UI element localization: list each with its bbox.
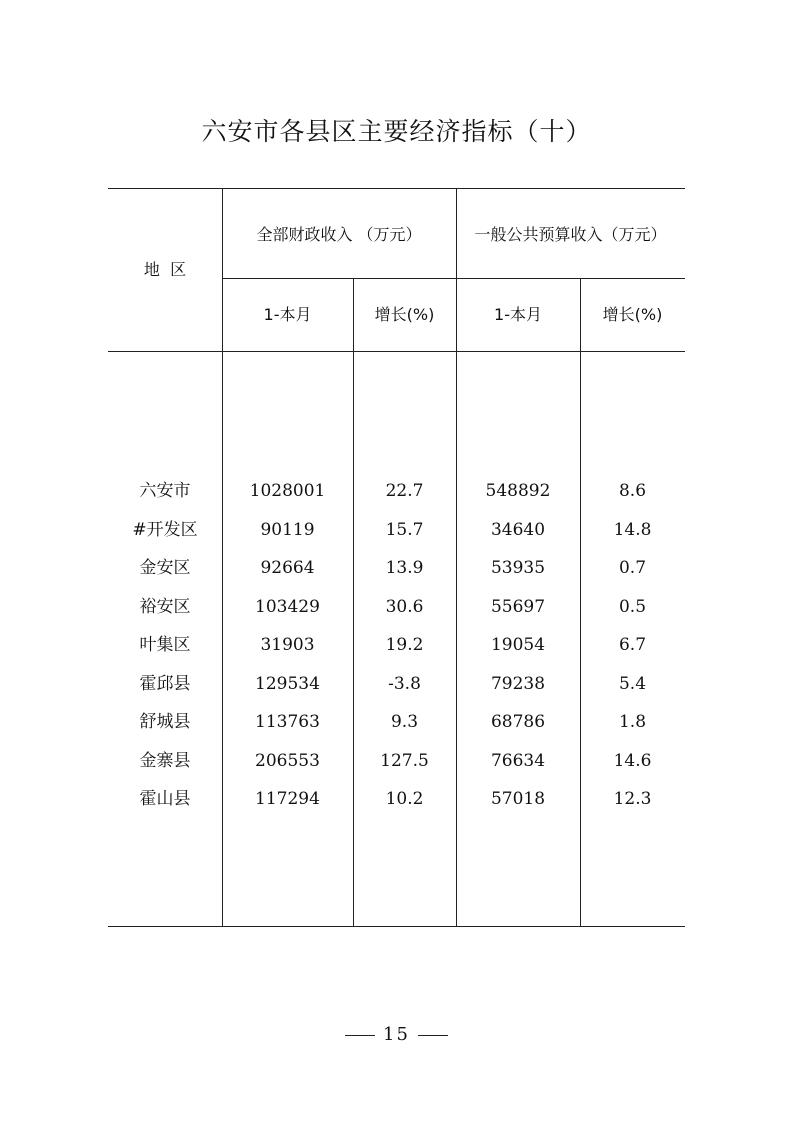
fiscal-growth-cell: 30.6 [385,596,424,617]
footer-dash [418,1035,448,1036]
header-month-1: 1-本月 [263,305,312,324]
general-growth-cell: 14.6 [613,750,652,771]
general-revenue-cell: 548892 [485,481,551,501]
fiscal-growth-cell: 127.5 [380,750,429,771]
general-growth-cell: 12.3 [613,789,652,809]
region-cell: 霍山县 [139,789,191,809]
fiscal-growth-cell: 13.9 [385,558,424,578]
header-growth-1: 增长(%) [374,305,435,324]
region-cell: 金寨县 [139,750,191,771]
fiscal-growth-cell: 9.3 [390,712,419,732]
fiscal-revenue-cell: 31903 [260,635,315,655]
page-footer [0,1024,793,1045]
header-total-fiscal-revenue: 全部财政收入 （万元） [256,225,422,244]
region-cell: 叶集区 [139,635,191,655]
general-revenue-cell: 57018 [490,789,546,809]
page-title: 六安市各县区主要经济指标（十） [201,117,592,146]
region-cell: #开发区 [132,519,198,540]
fiscal-revenue-cell: 113763 [255,712,320,732]
general-revenue-cell: 79238 [490,673,546,694]
region-cell: 裕安区 [139,596,191,617]
fiscal-growth-cell: 15.7 [385,519,424,540]
region-cell: 金安区 [139,558,191,578]
general-growth-cell: 0.5 [618,596,647,617]
general-revenue-cell: 53935 [490,558,546,578]
general-revenue-cell: 19054 [490,635,546,655]
footer-dash [345,1035,375,1036]
region-cell: 六安市 [139,481,191,501]
fiscal-revenue-cell: 92664 [260,558,315,578]
fiscal-revenue-cell: 206553 [255,750,320,771]
fiscal-growth-cell: 22.7 [385,481,424,501]
general-growth-cell: 0.7 [618,558,647,578]
general-growth-cell: 1.8 [618,712,647,732]
fiscal-growth-cell: -3.8 [388,673,421,694]
general-revenue-cell: 76634 [490,750,546,771]
fiscal-growth-cell: 10.2 [385,789,424,809]
fiscal-revenue-cell: 1028001 [249,481,326,501]
fiscal-revenue-cell: 103429 [255,596,320,617]
header-bottom-rule [108,351,685,352]
general-growth-cell: 8.6 [618,481,647,501]
general-growth-cell: 14.8 [613,519,652,540]
general-revenue-cell: 34640 [490,519,546,540]
fiscal-revenue-cell: 117294 [255,789,320,809]
general-growth-cell: 6.7 [618,635,647,655]
general-revenue-cell: 68786 [490,712,546,732]
header-region: 地 区 [143,260,187,279]
region-cell: 霍邱县 [139,673,191,694]
general-revenue-cell: 55697 [490,596,546,617]
header-month-2: 1-本月 [494,305,542,324]
fiscal-revenue-cell: 129534 [255,673,320,694]
region-cell: 舒城县 [139,712,191,732]
page-number: 15 [383,1024,410,1045]
header-growth-2: 增长(%) [602,305,663,324]
header-group-rule [222,278,685,279]
fiscal-growth-cell: 19.2 [385,635,424,655]
fiscal-revenue-cell: 90119 [260,519,315,540]
header-general-budget-revenue: 一般公共预算收入（万元） [474,225,667,244]
table-top-rule [108,188,685,189]
general-growth-cell: 5.4 [618,673,647,694]
table-bottom-rule [108,926,685,927]
